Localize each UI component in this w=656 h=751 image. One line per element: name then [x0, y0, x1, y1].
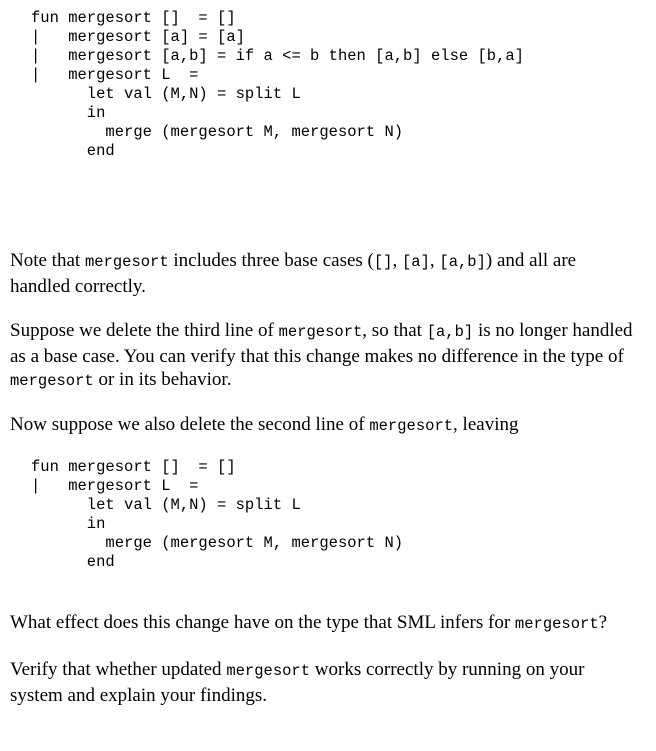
text: , leaving	[453, 414, 519, 435]
text: as a base case. You can verify that this change makes no difference in the type of	[10, 345, 624, 367]
paragraph-delete-second-line	[10, 413, 656, 439]
code-line: fun mergesort [] = []	[31, 458, 236, 476]
text-line	[10, 368, 656, 394]
code-line: | mergesort L =	[31, 477, 199, 495]
inline-code: mergesort	[278, 323, 363, 341]
code-line: let val (M,N) = split L	[31, 496, 301, 514]
inline-code: mergesort	[514, 615, 599, 633]
inline-code: mergesort	[226, 662, 311, 680]
inline-code: [a,b]	[426, 323, 474, 341]
text: system and explain your findings.	[10, 684, 267, 706]
text: Verify that whether updated	[10, 659, 227, 680]
code-line: | mergesort L =	[31, 66, 199, 84]
text: works correctly by running on your	[310, 659, 585, 680]
code-line: merge (mergesort M, mergesort N)	[31, 534, 404, 552]
text: handled correctly.	[10, 275, 146, 297]
text-line	[10, 684, 656, 708]
text: ,	[429, 250, 440, 271]
text: ,	[392, 250, 402, 271]
text: Note that	[10, 250, 85, 271]
inline-code: []	[373, 253, 393, 271]
paragraph-verify-instruction	[10, 658, 656, 707]
text-line	[10, 658, 656, 684]
code-line: | mergesort [a,b] = if a <= b then [a,b] else [b,a]	[31, 47, 524, 65]
text-line	[10, 413, 656, 439]
paragraph-type-question	[10, 611, 656, 637]
text: , so that	[362, 320, 427, 341]
text: includes three base cases (	[168, 250, 374, 271]
text-line	[10, 611, 656, 637]
text-line	[10, 345, 656, 369]
text: ) and all are	[485, 250, 577, 271]
code-line: let val (M,N) = split L	[31, 85, 301, 103]
inline-code: mergesort	[84, 253, 169, 271]
text-line	[10, 319, 656, 345]
text: or in its behavior.	[93, 369, 232, 390]
text: Suppose we delete the third line of	[10, 320, 279, 341]
text-line	[10, 275, 656, 299]
inline-code: [a,b]	[439, 253, 486, 271]
text: is no longer handled	[473, 320, 633, 341]
code-block-mergesort-reduced	[31, 458, 403, 572]
code-line: fun mergesort [] = []	[31, 9, 236, 27]
text: ?	[598, 612, 608, 633]
code-line: end	[31, 553, 115, 571]
inline-code: mergesort	[10, 372, 94, 390]
code-line: in	[31, 515, 106, 533]
code-line: merge (mergesort M, mergesort N)	[31, 123, 404, 141]
text-line	[10, 249, 656, 275]
inline-code: mergesort	[369, 417, 454, 435]
inline-code: [a]	[401, 253, 430, 271]
code-line: end	[31, 142, 115, 160]
text: What effect does this change have on the type that SML infers for	[10, 612, 515, 633]
paragraph-delete-third-line	[10, 319, 656, 394]
text: Now suppose we also delete the second line of	[10, 414, 370, 435]
code-line: | mergesort [a] = [a]	[31, 28, 245, 46]
paragraph-base-cases	[10, 249, 656, 298]
code-block-mergesort-original	[31, 9, 524, 161]
code-line: in	[31, 104, 106, 122]
